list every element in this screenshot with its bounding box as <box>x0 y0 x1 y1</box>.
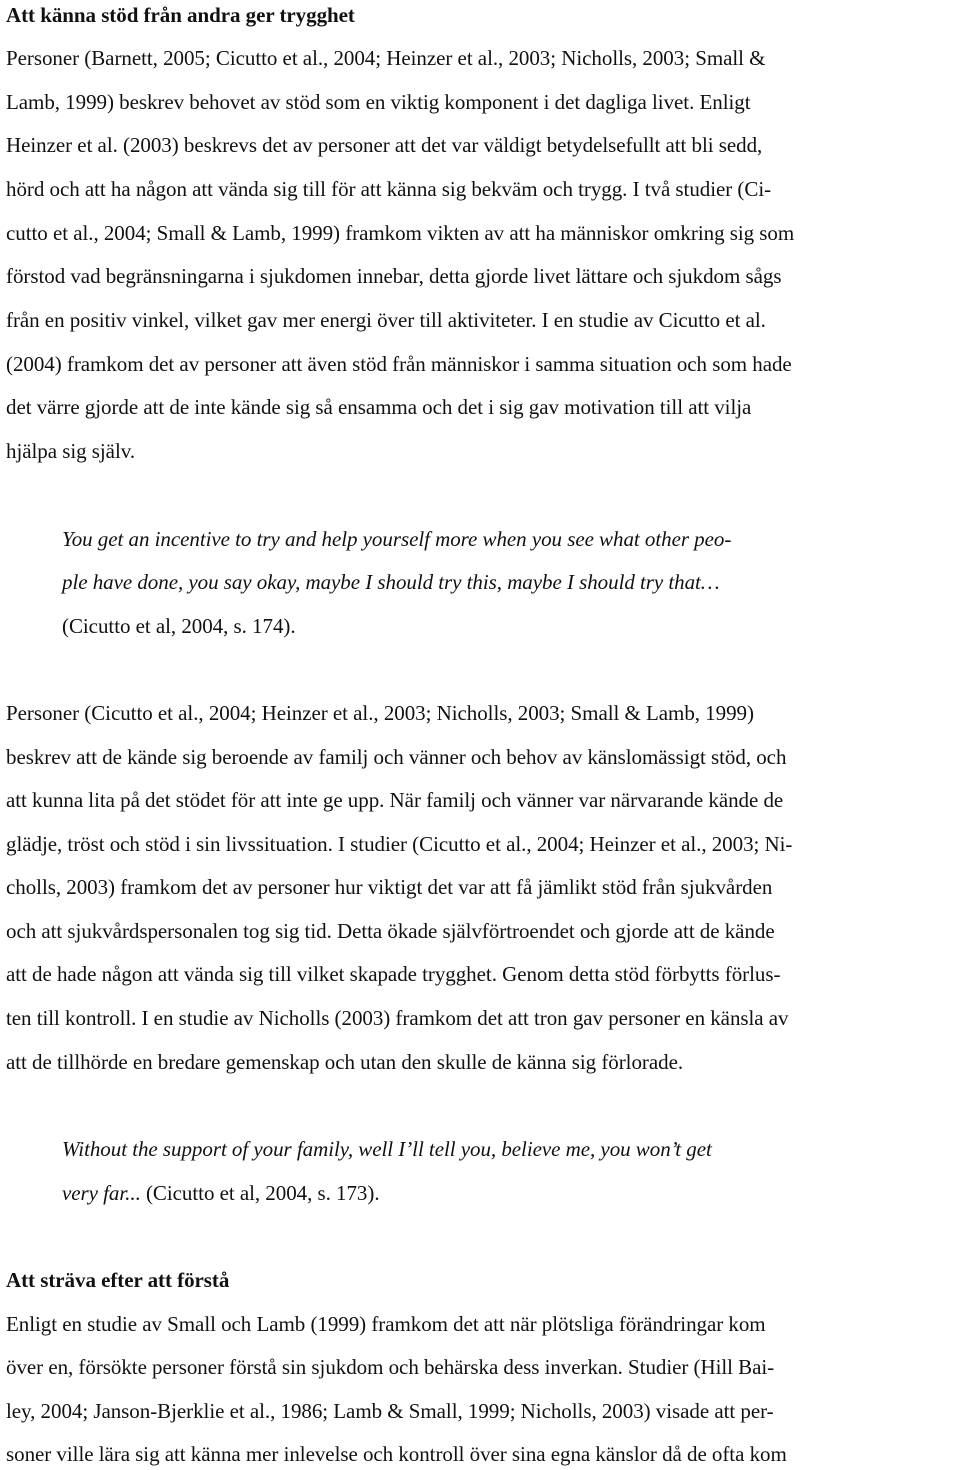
paragraph-line: det värre gjorde att de inte kände sig så ensamma och det i sig gav motivation till att vilja <box>6 395 752 419</box>
section-heading-support: Att känna stöd från andra ger trygghet <box>6 3 355 27</box>
paragraph-line: förstod vad begränsningarna i sjukdomen innebar, detta gjorde livet lättare och sjukdom sågs <box>6 264 782 288</box>
paragraph-line: soner ville lära sig att känna mer inlevelse och kontroll över sina egna känslor då de ofta kom <box>6 1442 787 1466</box>
paragraph-line: från en positiv vinkel, vilket gav mer energi över till aktiviteter. I en studie av Cicutto et al. <box>6 308 766 332</box>
quote-citation: (Cicutto et al, 2004, s. 173). <box>140 1181 380 1205</box>
paragraph-line: glädje, tröst och stöd i sin livssituation. I studier (Cicutto et al., 2004; Heinzer et al., 2003; Ni- <box>6 832 793 856</box>
paragraph-line: hörd och att ha någon att vända sig till för att känna sig bekväm och trygg. I två studier (Ci- <box>6 177 772 201</box>
section-heading-understand: Att sträva efter att förstå <box>6 1268 230 1292</box>
paragraph-line: ley, 2004; Janson-Bjerklie et al., 1986; Lamb & Small, 1999; Nicholls, 2003) visade att per- <box>6 1399 774 1423</box>
paragraph-line: beskrev att de kände sig beroende av familj och vänner och behov av känslomässigt stöd, och <box>6 745 787 769</box>
paragraph-line: Lamb, 1999) beskrev behovet av stöd som en viktig komponent i det dagliga livet. Enligt <box>6 90 751 114</box>
paragraph-line: cholls, 2003) framkom det av personer hur viktigt det var att få jämlikt stöd från sjukvården <box>6 875 773 899</box>
paragraph-line: hjälpa sig själv. <box>6 439 136 463</box>
quote-line <box>62 1179 380 1207</box>
paragraph-line: Heinzer et al. (2003) beskrevs det av personer att det var väldigt betydelsefullt att bli sedd, <box>6 133 763 157</box>
paragraph-line: över en, försökte personer förstå sin sjukdom och behärska dess inverkan. Studier (Hill Bai- <box>6 1355 775 1379</box>
paragraph-line: Enligt en studie av Small och Lamb (1999) framkom det att när plötsliga förändringar kom <box>6 1312 766 1336</box>
paragraph-line: och att sjukvårdspersonalen tog sig tid. Detta ökade självförtroendet och gjorde att de kände <box>6 919 775 943</box>
paragraph-line: att de hade någon att vända sig till vilket skapade trygghet. Genom detta stöd förbytts förlus- <box>6 962 781 986</box>
quote-line: Without the support of your family, well I’ll tell you, believe me, you won’t get <box>62 1137 712 1161</box>
quote-line: You get an incentive to try and help yourself more when you see what other peo- <box>62 527 732 551</box>
paragraph-line: (2004) framkom det av personer att även stöd från människor i samma situation och som hade <box>6 352 792 376</box>
quote-text: very far... <box>62 1181 141 1205</box>
paragraph-line: att kunna lita på det stödet för att inte ge upp. När familj och vänner var närvarande kände de <box>6 788 784 812</box>
paragraph-line: cutto et al., 2004; Small & Lamb, 1999) framkom vikten av att ha människor omkring sig som <box>6 221 795 245</box>
paragraph-line: Personer (Cicutto et al., 2004; Heinzer et al., 2003; Nicholls, 2003; Small & Lamb, 1999) <box>6 701 754 725</box>
paragraph-line: ten till kontroll. I en studie av Nicholls (2003) framkom det att tron gav personer en känsla av <box>6 1006 789 1030</box>
paragraph-line: att de tillhörde en bredare gemenskap och utan den skulle de känna sig förlorade. <box>6 1050 684 1074</box>
paragraph-line: Personer (Barnett, 2005; Cicutto et al., 2004; Heinzer et al., 2003; Nicholls, 2003; Small & <box>6 46 766 70</box>
quote-citation: (Cicutto et al, 2004, s. 174). <box>62 614 296 638</box>
quote-line: ple have done, you say okay, maybe I should try this, maybe I should try that… <box>62 570 720 594</box>
